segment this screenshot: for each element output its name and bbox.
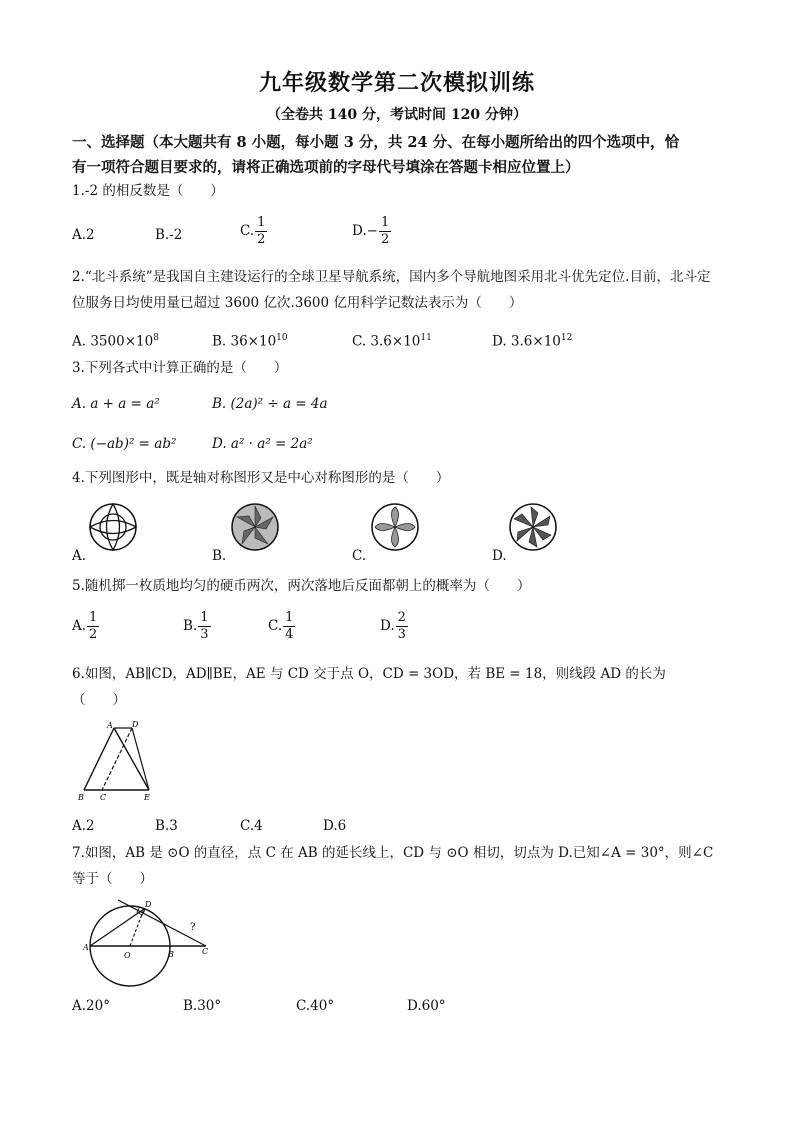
q6-line-1: 6.如图，AB∥CD，AD∥BE，AE 与 CD 交于点 O，CD = 3OD，若 BE = 18，则线段 AD 的长为: [72, 666, 666, 682]
q1-option-d[interactable]: [352, 215, 392, 248]
q2-option-d[interactable]: [492, 328, 572, 352]
q6-line-2: （ ）: [72, 692, 126, 708]
q1-option-c-num: 1: [257, 215, 266, 230]
q6-option-a[interactable]: A.2: [72, 818, 95, 834]
page-subtitle: （全卷共 140 分，考试时间 120 分钟）: [267, 107, 527, 123]
q2-line-2: 位服务日均使用量已超过 3600 亿次.3600 亿用科学记数法表示为（ ）: [72, 295, 523, 311]
q5-option-a-prefix: A.: [72, 618, 87, 634]
q7-label-c: C: [202, 947, 209, 956]
q5-option-d[interactable]: [380, 610, 409, 643]
q1-option-a[interactable]: A.2: [72, 227, 95, 243]
q1-option-c-den: 2: [257, 232, 266, 247]
q4-option-d[interactable]: D.: [492, 548, 507, 564]
q6-stem: [72, 661, 727, 713]
q5-option-d-prefix: D.: [380, 618, 395, 634]
q5-option-b-num: 1: [200, 610, 209, 625]
q2-option-d-base: D. 3.6×10: [492, 333, 561, 350]
q6-label-d: D: [132, 720, 139, 729]
q7-label-a: A: [83, 943, 89, 952]
q5-option-a-fraction: [87, 610, 99, 643]
q2-option-c-exp: 11: [420, 333, 432, 343]
q7-line-1: 7.如图，AB 是 ⊙O 的直径，点 C 在 AB 的延长线上，CD 与 ⊙O 相切，切点为 D.已知∠A = 30°，则∠C: [72, 845, 714, 861]
q1-option-d-den: 2: [380, 232, 390, 247]
q5-option-d-fraction: [396, 610, 408, 643]
q7-option-c[interactable]: C.40°: [296, 998, 335, 1014]
q5-option-a-num: 1: [89, 610, 98, 625]
q6-label-e: E: [144, 793, 150, 802]
q6-figure: [74, 720, 160, 806]
q7-option-b[interactable]: B.30°: [183, 998, 222, 1014]
q7-label-o: O: [124, 951, 131, 960]
q5-option-b-prefix: B.: [183, 618, 198, 634]
q2-line-1: 2.“北斗系统”是我国自主建设运行的全球卫星导航系统，国内多个导航地图采用北斗优先定位.目前，北斗定: [72, 269, 711, 285]
q2-option-d-exp: 12: [560, 333, 573, 343]
q2-option-c-base: C. 3.6×10: [352, 333, 421, 350]
q1-option-d-fraction: [379, 215, 391, 248]
section-line-2: 有一项符合题目要求的，请将正确选项前的字母代号填涂在答题卡相应位置上）: [72, 159, 580, 176]
q3-option-a[interactable]: A. a + a = a²: [72, 396, 160, 412]
q7-option-a[interactable]: A.20°: [72, 998, 110, 1014]
q4-option-b[interactable]: B.: [212, 548, 227, 564]
q4-figure-a: [88, 502, 138, 552]
q2-option-a-base: A. 3500×10: [72, 333, 154, 350]
q1-option-c[interactable]: [240, 215, 268, 248]
q2-option-b-base: B. 36×10: [212, 333, 277, 350]
page-title: 九年级数学第二次模拟训练: [258, 70, 535, 96]
q5-option-b-den: 3: [200, 627, 209, 642]
q7-line-2: 等于（ ）: [72, 871, 153, 887]
q6-label-a: A: [107, 721, 113, 730]
q2-option-c[interactable]: [352, 328, 432, 352]
q1-option-c-fraction: [255, 215, 267, 248]
q6-label-c: C: [100, 793, 107, 802]
q7-label-question: ?: [190, 922, 196, 933]
q5-option-b[interactable]: [183, 610, 212, 643]
q4-option-a[interactable]: A.: [72, 548, 87, 564]
q7-stem: [72, 840, 727, 892]
q2-stem: [72, 264, 727, 316]
q4-figure-b: [230, 502, 280, 552]
q1-option-b[interactable]: B.-2: [155, 227, 183, 243]
q7-figure: [78, 898, 218, 990]
q6-option-b[interactable]: B.3: [155, 818, 178, 834]
section-heading: [72, 130, 732, 180]
q1-option-c-prefix: C.: [240, 223, 255, 239]
q5-option-c-num: 1: [285, 610, 294, 625]
q4-figure-d: [508, 502, 558, 552]
q5-stem: 5.随机掷一枚质地均匀的硬币两次，两次落地后反面都朝上的概率为（ ）: [72, 578, 531, 594]
q5-option-d-num: 2: [397, 610, 406, 625]
q2-option-b[interactable]: [212, 328, 288, 352]
q3-stem: 3.下列各式中计算正确的是（ ）: [72, 360, 288, 376]
q4-option-c[interactable]: C.: [352, 548, 367, 564]
q3-option-b[interactable]: B. (2a)² ÷ a = 4a: [212, 396, 328, 412]
q6-option-c[interactable]: C.4: [240, 818, 263, 834]
q5-option-c[interactable]: [268, 610, 296, 643]
section-line-1: 一、选择题（本大题共有 8 小题，每小题 3 分，共 24 分、在每小题所给出的四个选项中，恰: [72, 134, 680, 151]
q4-figure-c: [370, 502, 420, 552]
q2-option-b-exp: 10: [276, 333, 288, 343]
q6-label-b: B: [78, 793, 84, 802]
q5-option-c-prefix: C.: [268, 618, 283, 634]
q6-option-d[interactable]: D.6: [323, 818, 347, 834]
q5-option-c-fraction: [283, 610, 295, 643]
q1-option-d-num: 1: [380, 215, 390, 230]
q4-stem: 4.下列图形中，既是轴对称图形又是中心对称图形的是（ ）: [72, 470, 450, 486]
q3-option-c[interactable]: C. (−ab)² = ab²: [72, 436, 177, 452]
q1-stem: 1.-2 的相反数是（ ）: [72, 183, 224, 199]
q1-option-d-prefix: D.−: [352, 223, 378, 239]
q7-label-d: D: [145, 900, 152, 909]
q7-option-d[interactable]: D.60°: [407, 998, 446, 1014]
q5-option-d-den: 3: [397, 627, 406, 642]
q2-option-a-exp: 8: [153, 333, 159, 343]
q5-option-c-den: 4: [285, 627, 294, 642]
q2-option-a[interactable]: [72, 328, 159, 352]
q5-option-a[interactable]: [72, 610, 100, 643]
q5-option-b-fraction: [198, 610, 210, 643]
q5-option-a-den: 2: [89, 627, 98, 642]
q3-option-d[interactable]: D. a² · a² = 2a²: [212, 436, 313, 452]
q7-label-b: B: [168, 950, 174, 959]
